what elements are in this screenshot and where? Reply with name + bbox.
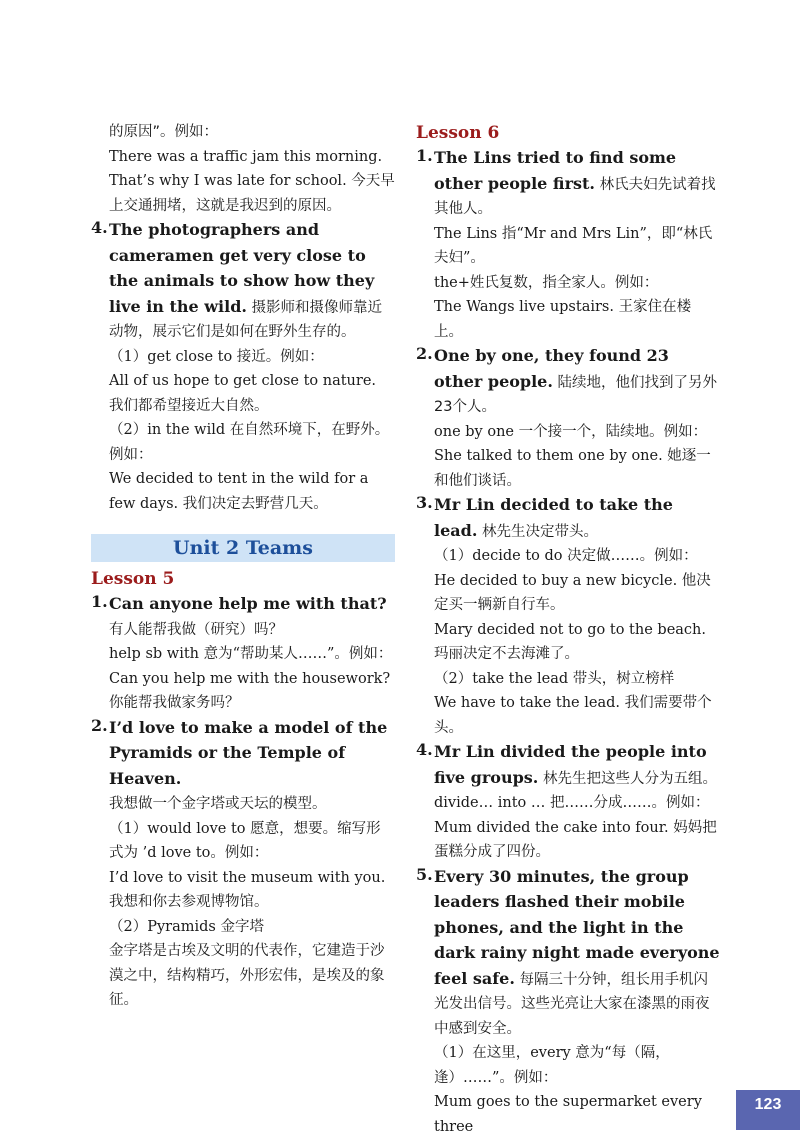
item-translation: 林先生决定带头。 (482, 524, 598, 540)
example-sentence: There was a traffic jam this morning. That’s why I was late for school. 今天早上交通拥堵，这就是我迟到的原因。 (91, 145, 395, 219)
left-column (91, 120, 395, 1013)
item-translation: 林氏夫妇先试着找其他人。 (434, 177, 716, 218)
note-line: （1）decide to do 决定做……。例如： (434, 544, 720, 569)
note-line: The Wangs live upstairs. 王家住在楼上。 (434, 295, 720, 344)
item-translation: 每隔三十分钟，组长用手机闪光发出信号。这些光亮让大家在漆黑的雨夜中感到安全。 (434, 972, 710, 1037)
note-item-1 (91, 592, 395, 716)
note-line: Mum goes to the supermarket every three (434, 1090, 720, 1139)
item-number: 4. (416, 740, 433, 759)
note-line: He decided to buy a new bicycle. 他决定买一辆新自行车。 (434, 569, 720, 618)
item-number: 5. (416, 865, 433, 884)
page-number: 123 (736, 1090, 800, 1130)
right-column (416, 120, 720, 1139)
note-item-5 (416, 865, 720, 1139)
note-line: Mary decided not to go to the beach. 玛丽决定不去海滩了。 (434, 618, 720, 667)
note-line: We have to take the lead. 我们需要带个头。 (434, 691, 720, 740)
item-translation: 陆续地，他们找到了另外23个人。 (434, 375, 717, 416)
item-number: 2. (91, 716, 108, 735)
item-heading: The photographers and cameramen get very close to the animals to show how they live in the wild. (109, 220, 374, 316)
item-translation: 有人能帮我做（研究）吗？ (109, 622, 283, 638)
note-line: Mum divided the cake into four. 妈妈把蛋糕分成了四份。 (434, 816, 720, 865)
note-line: 金字塔是古埃及文明的代表作，它建造于沙漠之中，结构精巧，外形宏伟，是埃及的象征。 (109, 939, 395, 1013)
item-heading: One by one, they found 23 other people. (434, 346, 669, 391)
item-translation: 林先生把这些人分为五组。 (543, 771, 717, 787)
note-line: Can you help me with the housework? 你能帮我做家务吗？ (109, 667, 395, 716)
item-translation: 摄影师和摄像师靠近动物，展示它们是如何在野外生存的。 (109, 300, 382, 341)
note-item-4 (416, 740, 720, 865)
item-heading: Can anyone help me with that? (109, 594, 387, 613)
note-line: the+姓氏复数，指全家人。例如： (434, 271, 720, 296)
note-item-2 (416, 344, 720, 493)
item-heading: The Lins tried to find some other people first. (434, 148, 676, 193)
item-number: 3. (416, 493, 433, 512)
note-line: The Lins 指“Mr and Mrs Lin”，即“林氏夫妇”。 (434, 222, 720, 271)
note-item-1 (416, 146, 720, 344)
note-line: help sb with 意为“帮助某人……”。例如： (109, 642, 395, 667)
item-number: 4. (91, 218, 108, 237)
note-line: （2）Pyramids 金字塔 (109, 915, 395, 940)
item-heading: Mr Lin decided to take the lead. (434, 495, 673, 540)
note-line: （1）would love to 愿意，想要。缩写形式为 ’d love to。例如： (109, 817, 395, 866)
note-line: All of us hope to get close to nature. 我们都希望接近大自然。 (109, 369, 395, 418)
item-number: 2. (416, 344, 433, 363)
item-heading: Every 30 minutes, the group leaders flashed their mobile phones, and the light in the dark rainy night made everyone feel safe. (434, 867, 720, 988)
note-item-3 (416, 493, 720, 740)
note-line: divide… into … 把……分成……。例如： (434, 791, 720, 816)
lesson-title: Lesson 5 (91, 566, 395, 592)
item-heading: I’d love to make a model of the Pyramids or the Temple of Heaven. (109, 718, 387, 788)
note-line: （2）in the wild 在自然环境下，在野外。例如： (109, 418, 395, 467)
note-line: We decided to tent in the wild for a few days. 我们决定去野营几天。 (109, 467, 395, 516)
continued-text: 的原因”。例如： (91, 120, 395, 145)
note-line: She talked to them one by one. 她逐一和他们谈话。 (434, 444, 720, 493)
lesson-title: Lesson 6 (416, 120, 720, 146)
note-line: （1）get close to 接近。例如： (109, 345, 395, 370)
item-translation: 我想做一个金字塔或天坛的模型。 (109, 792, 395, 817)
unit-title: Unit 2 Teams (91, 534, 395, 562)
note-line: （2）take the lead 带头，树立榜样 (434, 667, 720, 692)
note-line: one by one 一个接一个，陆续地。例如： (434, 420, 720, 445)
item-heading: Mr Lin divided the people into five groups. (434, 742, 707, 787)
item-number: 1. (91, 592, 108, 611)
note-item-2 (91, 716, 395, 1013)
note-line: （1）在这里，every 意为“每（隔，逢）……”。例如： (434, 1041, 720, 1090)
item-number: 1. (416, 146, 433, 165)
note-line: I’d love to visit the museum with you. 我想和你去参观博物馆。 (109, 866, 395, 915)
note-item-4 (91, 218, 395, 516)
